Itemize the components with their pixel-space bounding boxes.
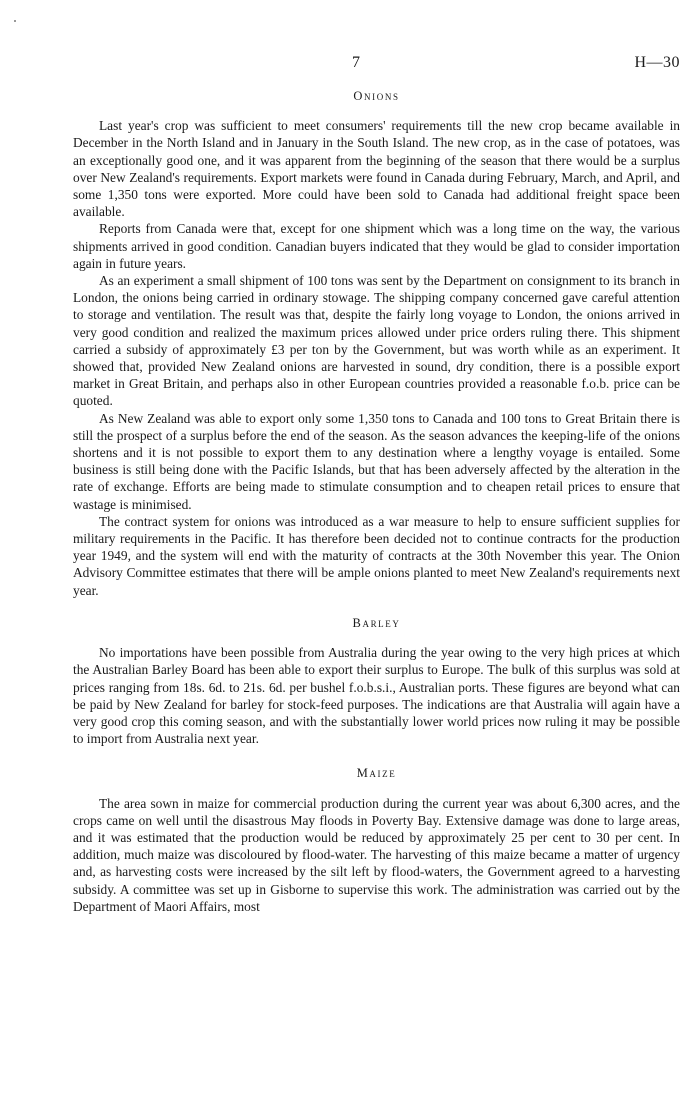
paragraph: No importations have been possible from Australia during the year owing to the very high prices at which the Australian Barley Board has been able to export their surplus to Europe. The bulk of this surplus was sold at prices ranging from 18s. 6d. to 21s. 6d. per bushel f.o.b.s.i., Australian ports. These figures are beyond what can be paid by New Zealand for barley for stock-feed purposes. The indications are that Australia will again have a very good crop this coming season, and with the substantially lower world prices now ruling it may be possible to import from Australia next year. (73, 645, 680, 747)
paragraph: The area sown in maize for commercial production during the current year was about 6,300 acres, and the crops came on well until the disastrous May floods in Poverty Bay. Extensive damage was done to large areas, and it was estimated that the production would be reduced by approximately 25 per cent to 30 per cent. In addition, much maize was discoloured by flood-water. The harvesting of this maize became a matter of urgency and, as harvesting costs were increased by the silt left by flood-waters, the Government agreed to a harvesting subsidy. A committee was set up in Gisborne to supervise this work. The administration was carried out by the Department of Maori Affairs, most (73, 795, 680, 914)
page-number: 7 (352, 54, 360, 71)
paragraph: The contract system for onions was introduced as a war measure to help to ensure sufficient supplies for military requirements in the Pacific. It has therefore been decided not to continue contracts for the production year 1949, and the system will end with the maturity of contracts at the 30th November this year. The Onion Advisory Committee estimates that there will be ample onions planted to meet New Zealand's requirements next year. (73, 513, 680, 598)
document-reference: H—30 (634, 54, 680, 71)
paragraph: Last year's crop was sufficient to meet consumers' requirements till the new crop became available in December in the North Island and in January in the South Island. The new crop, as in the case of potatoes, was an exceptionally good one, and it was apparent from the beginning of the season that there would be a surplus over New Zealand's requirements. Export markets were found in Canada during February, March, and April, and some 1,350 tons were exported. More could have been sold to Canada had additional freight space been available. (73, 118, 680, 220)
section-heading-onions: Onions (353, 89, 400, 103)
section-maize (73, 765, 680, 915)
section-onions (73, 88, 680, 599)
section-heading-maize: Maize (356, 766, 397, 781)
page-header (0, 54, 700, 74)
paragraph: Reports from Canada were that, except for one shipment which was a long time on the way, the various shipments arrived in good condition. Canadian buyers indicated that they would be glad to consider importation again in future years. (73, 221, 680, 271)
paragraph: As New Zealand was able to export only some 1,350 tons to Canada and 100 tons to Great Britain there is still the prospect of a surplus before the end of the season. As the season advances the keeping-life of the onions shortens and it is not possible to export them to any destination where a lengthy voyage is entailed. Some business is still being done with the Pacific Islands, but that has been adversely affected by the alteration in the rate of exchange. Efforts are being made to stimulate consumption and to cheapen retail prices to ensure that wastage is minimised. (73, 410, 680, 512)
section-heading-barley: Barley (352, 615, 401, 630)
section-barley (73, 615, 680, 747)
page-body (73, 88, 680, 915)
scan-speck (14, 20, 16, 22)
paragraph: As an experiment a small shipment of 100 tons was sent by the Department on consignment to its branch in London, the onions being carried in ordinary stowage. The shipping company concerned gave careful attention to storage and ventilation. The result was that, despite the fairly long voyage to London, the onions arrived in very good condition and realized the maximum prices allowed under price orders ruling there. This shipment carried a subsidy of approximately £3 per ton by the Government, but was worth while as an experiment. It showed that, provided New Zealand onions are harvested in sound, dry condition, there is a possible export market in Great Britain, and perhaps also in other European countries provided a reasonable f.o.b. price can be quoted. (73, 273, 680, 409)
